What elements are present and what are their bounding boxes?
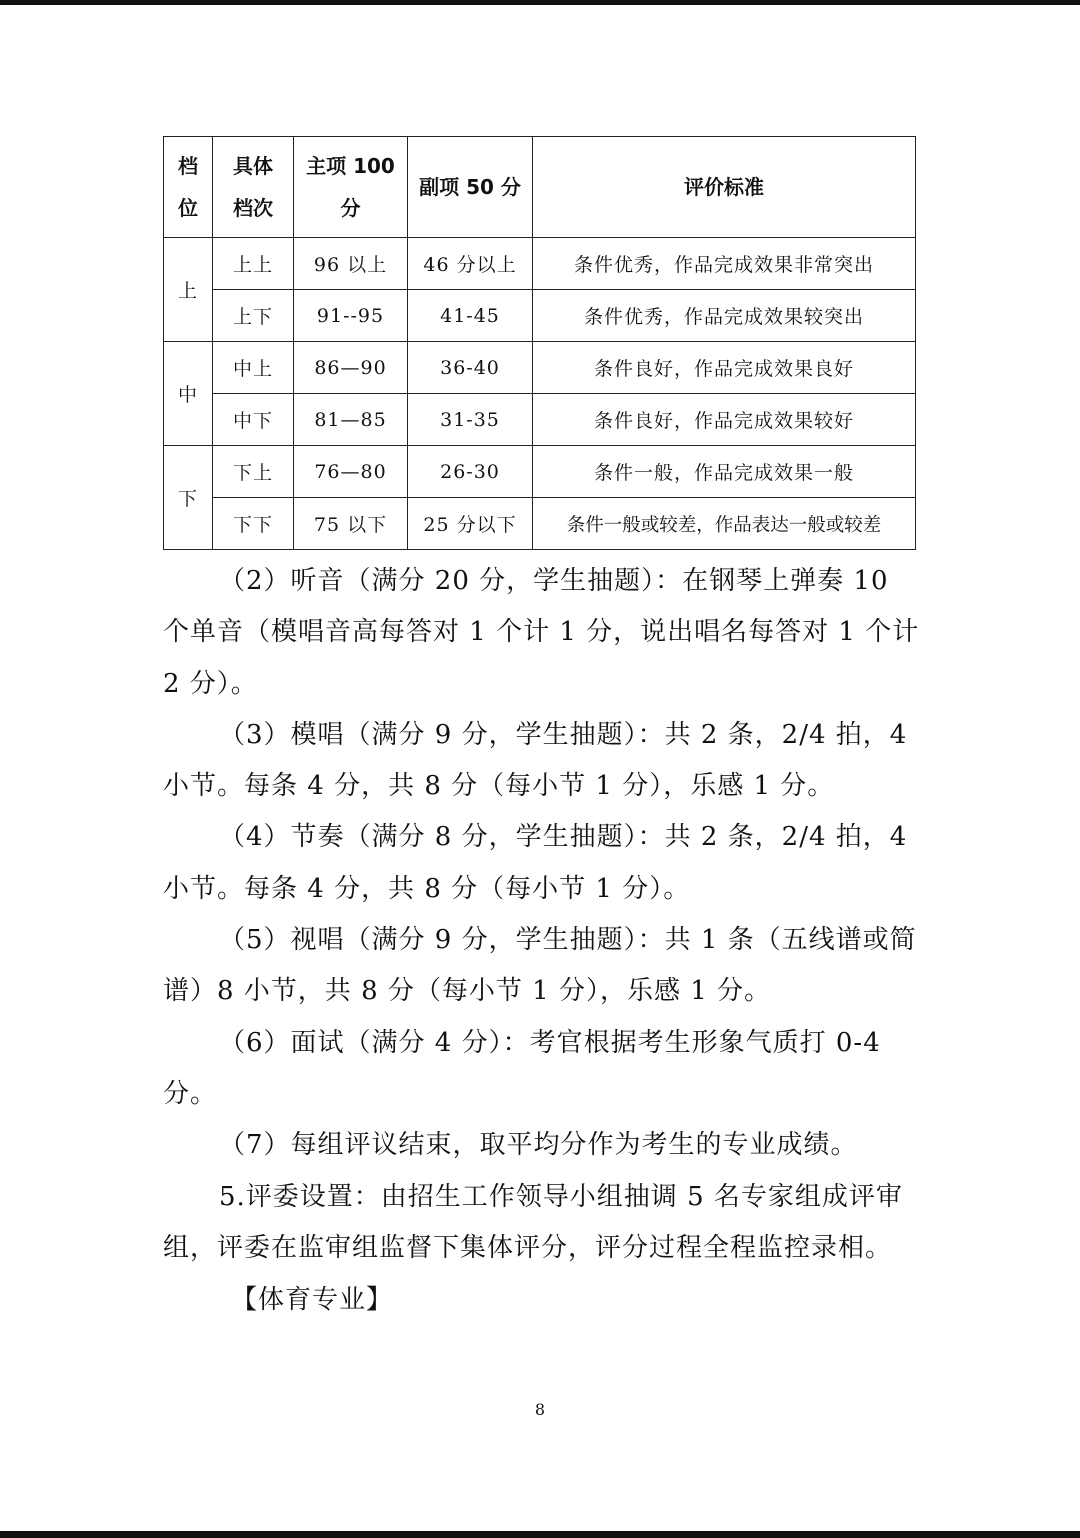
minor-score-cell: 41-45 — [408, 290, 533, 342]
page-number: 8 — [534, 1400, 546, 1419]
header-main-score: 主项 100 分 — [294, 137, 408, 238]
minor-score-cell: 31-35 — [408, 394, 533, 446]
criteria-cell: 条件一般或较差，作品表达一般或较差 — [533, 498, 916, 550]
table-header-row — [164, 137, 916, 238]
header-grade: 具体 档次 — [213, 137, 294, 238]
header-criteria: 评价标准 — [533, 137, 916, 238]
paragraph-judges: 5.评委设置：由招生工作领导小组抽调 5 名专家组成评审组，评委在监审组监督下集体评分，评分过程全程监控录相。 — [163, 1181, 903, 1263]
grade-cell: 中上 — [213, 342, 294, 394]
criteria-cell: 条件良好，作品完成效果较好 — [533, 394, 916, 446]
grade-cell: 中下 — [213, 394, 294, 446]
body-text — [163, 556, 923, 1326]
scan-edge-bottom — [0, 1531, 1080, 1538]
main-score-cell: 86—90 — [294, 342, 408, 394]
criteria-cell: 条件一般，作品完成效果一般 — [533, 446, 916, 498]
table-row — [164, 342, 916, 394]
grade-cell: 上上 — [213, 238, 294, 290]
criteria-cell: 条件良好，作品完成效果良好 — [533, 342, 916, 394]
main-score-cell: 96 以上 — [294, 238, 408, 290]
section-heading-sports: 【体育专业】 — [231, 1285, 394, 1316]
minor-score-cell: 25 分以下 — [408, 498, 533, 550]
level-cell: 中 — [164, 342, 213, 446]
grade-cell: 下上 — [213, 446, 294, 498]
header-level: 档 位 — [164, 137, 213, 238]
criteria-cell: 条件优秀，作品完成效果较突出 — [533, 290, 916, 342]
level-cell: 上 — [164, 238, 213, 342]
paragraph-listening: （2）听音（满分 20 分，学生抽题）：在钢琴上弹奏 10 个单音（模唱音高每答对 1 个计 1 分，说出唱名每答对 1 个计 2 分）。 — [163, 566, 920, 699]
level-cell: 下 — [164, 446, 213, 550]
minor-score-cell: 46 分以上 — [408, 238, 533, 290]
table-row — [164, 498, 916, 550]
paragraph-sight-singing: （5）视唱（满分 9 分，学生抽题）：共 1 条（五线谱或简谱）8 小节，共 8 分（每小节 1 分），乐感 1 分。 — [163, 925, 917, 1007]
table-row — [164, 394, 916, 446]
grading-table — [163, 136, 916, 550]
paragraph-interview: （6）面试（满分 4 分）：考官根据考生形象气质打 0-4 分。 — [163, 1027, 881, 1109]
minor-score-cell: 26-30 — [408, 446, 533, 498]
table-row — [164, 446, 916, 498]
table-row — [164, 238, 916, 290]
paragraph-averaging: （7）每组评议结束，取平均分作为考生的专业成绩。 — [219, 1130, 858, 1161]
minor-score-cell: 36-40 — [408, 342, 533, 394]
grade-cell: 上下 — [213, 290, 294, 342]
criteria-cell: 条件优秀，作品完成效果非常突出 — [533, 238, 916, 290]
main-score-cell: 76—80 — [294, 446, 408, 498]
table-row — [164, 290, 916, 342]
paragraph-imitation-singing: （3）模唱（满分 9 分，学生抽题）：共 2 条，2/4 拍，4 小节。每条 4 分，共 8 分（每小节 1 分），乐感 1 分。 — [163, 719, 908, 802]
paragraph-rhythm: （4）节奏（满分 8 分，学生抽题）：共 2 条，2/4 拍，4 小节。每条 4 分，共 8 分（每小节 1 分）。 — [163, 822, 908, 904]
grade-cell: 下下 — [213, 498, 294, 550]
main-score-cell: 91--95 — [294, 290, 408, 342]
main-score-cell: 81—85 — [294, 394, 408, 446]
header-minor-score: 副项 50 分 — [408, 137, 533, 238]
main-score-cell: 75 以下 — [294, 498, 408, 550]
scan-edge-top — [0, 0, 1080, 5]
